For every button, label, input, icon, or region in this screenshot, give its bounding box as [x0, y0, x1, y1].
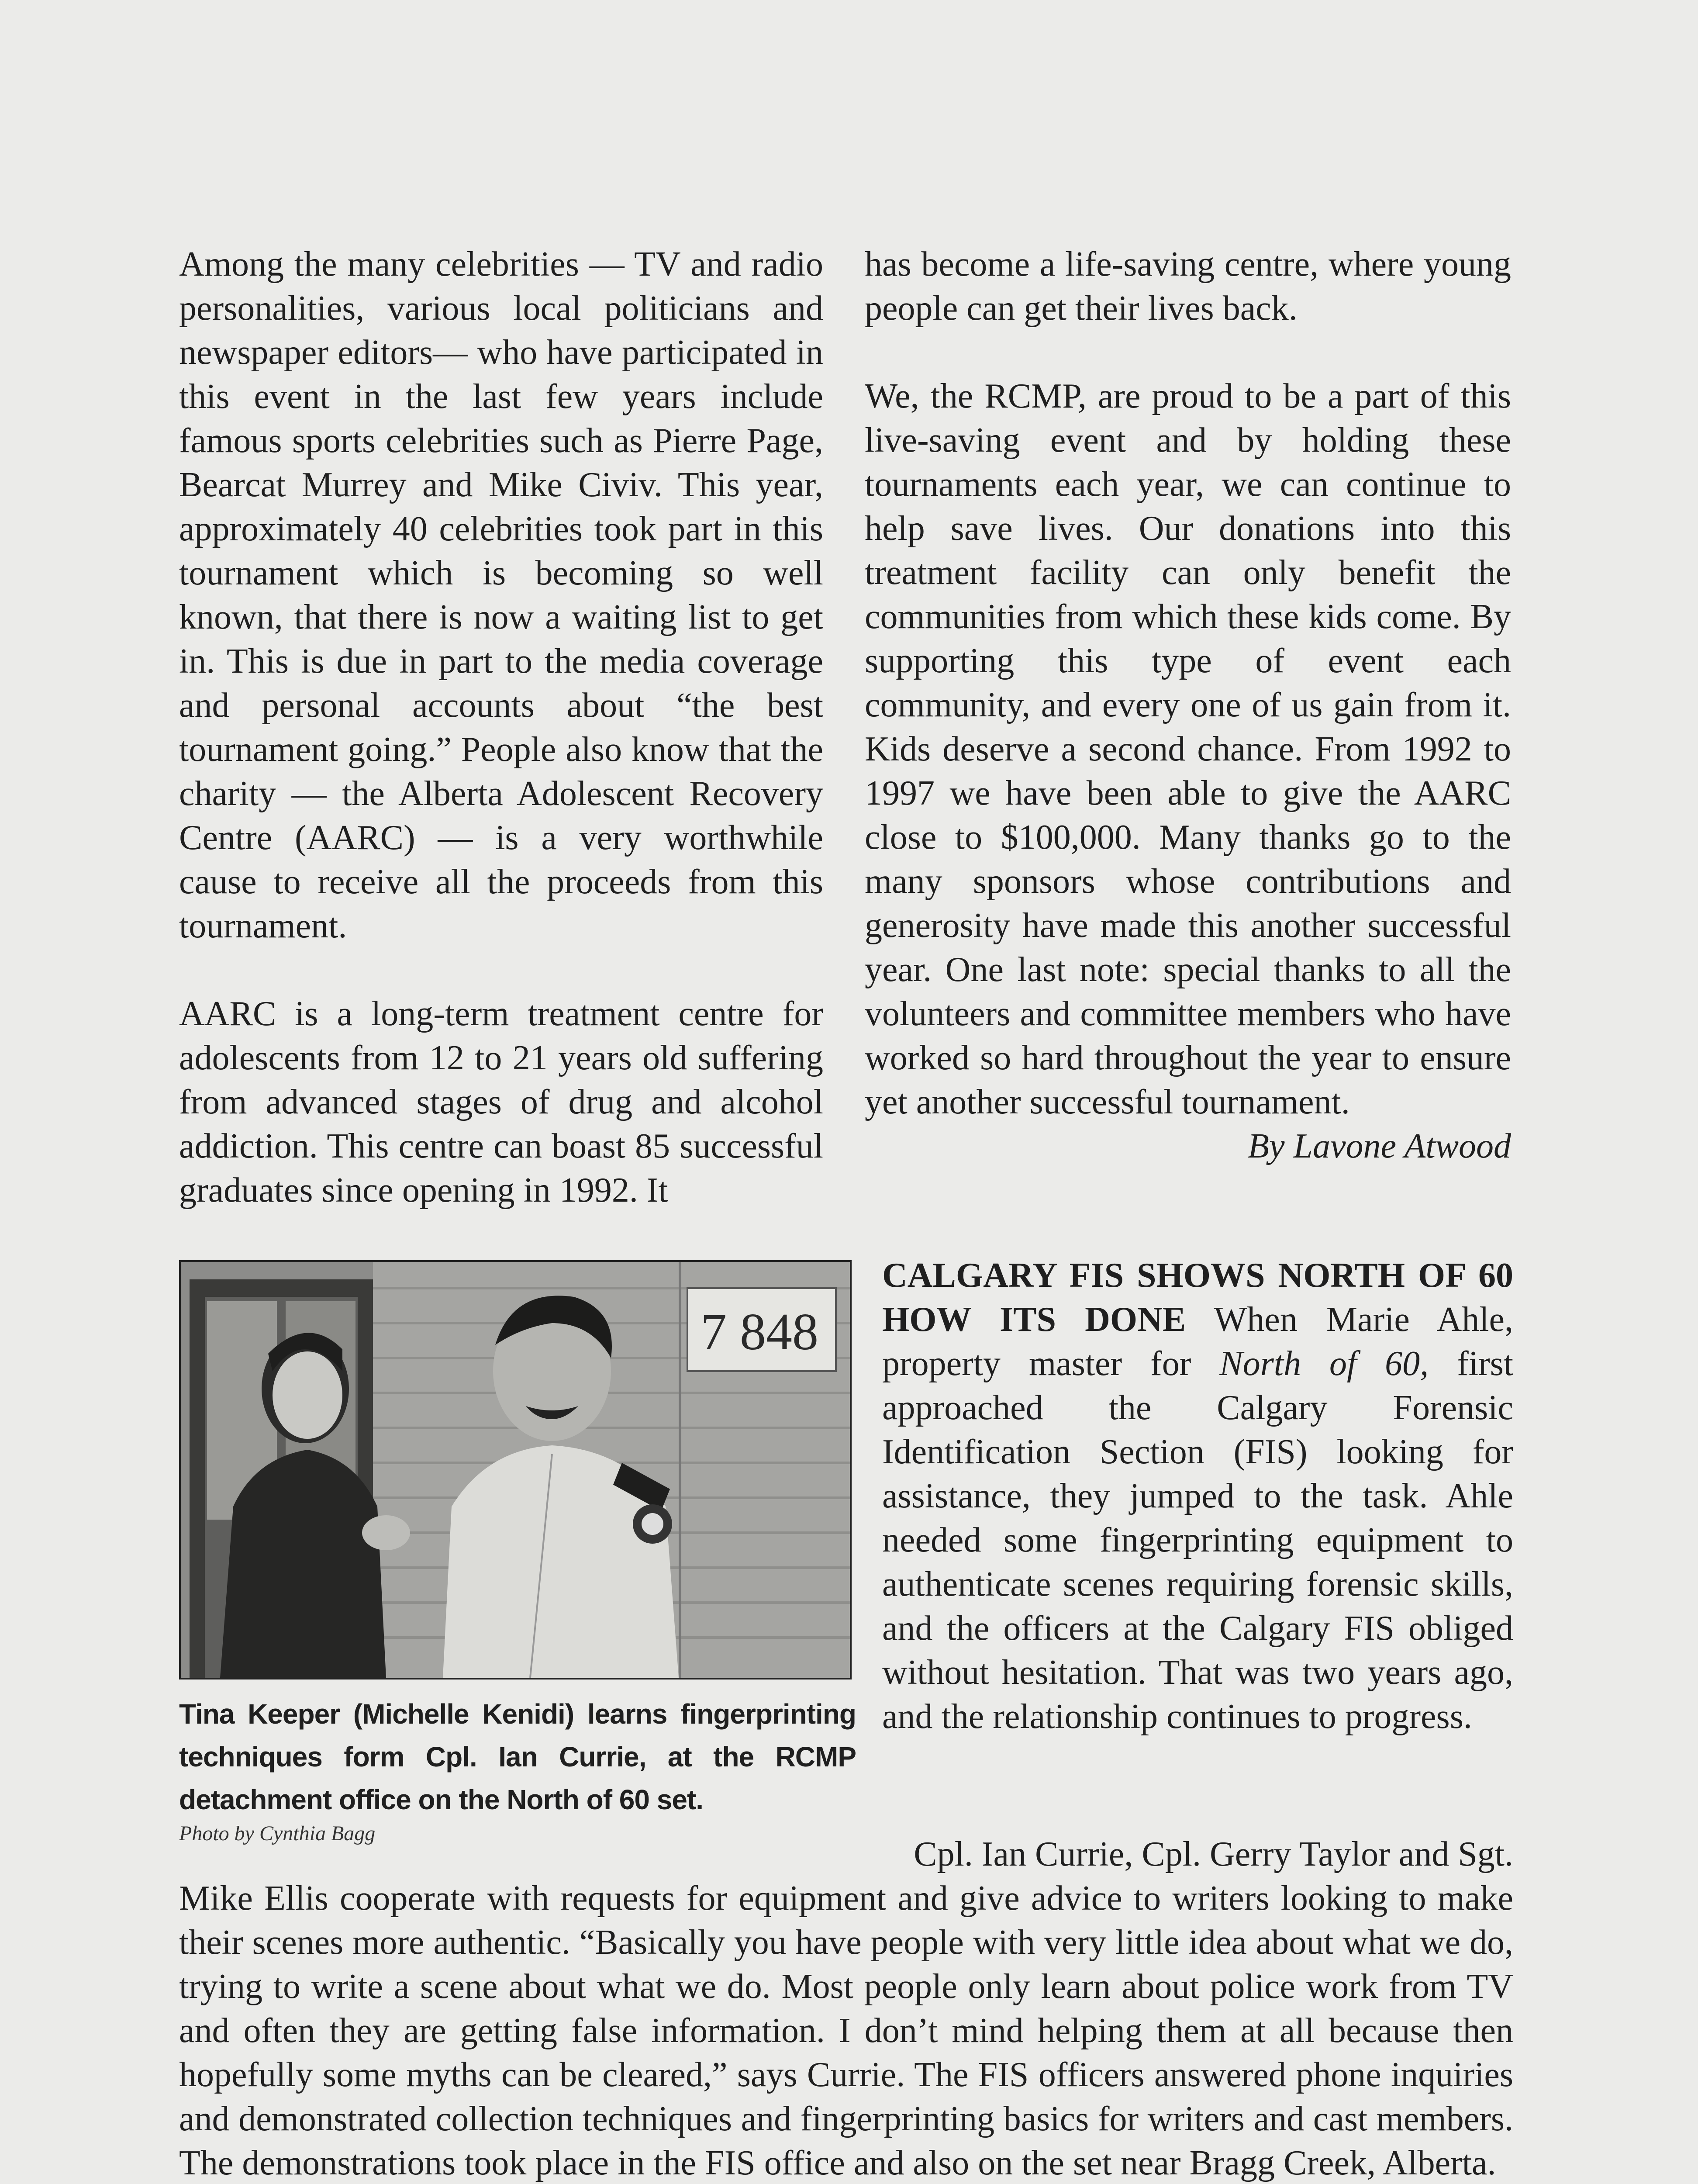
paragraph: Among the many celebrities — TV and radio personalities, various local politicians and newspaper editors— who have participated in this event in the last few years include famous sports celebrities such as Pierre Page, Bearcat Murrey and Mike Civiv. This year, approximately 40 celebrities took part in this tournament which is becoming so well known, that there is now a waiting list to get in. This is due in part to the media coverage and personal accounts about “the best tournament going.” People also know that the charity — the Alberta Adolescent Recovery Centre (AARC) — is a very worthwhile cause to receive all the proceeds from this tournament.	[179, 245, 823, 945]
story-text: When Marie Ahle, property master for	[882, 1300, 1513, 1383]
byline: By Lavone Atwood	[1248, 1127, 1511, 1165]
story-headline: CALGARY FIS SHOWS NORTH OF 60 HOW ITS DONE	[882, 1256, 1513, 1339]
paragraph	[179, 1832, 1513, 2184]
paragraph: has become a life-saving centre, where young people can get their lives back.	[865, 245, 1511, 328]
paragraph	[865, 374, 1511, 1168]
story-lead-paragraph	[882, 1254, 1513, 1739]
story-column	[882, 1254, 1513, 1739]
paragraph-text: Mike Ellis cooperate with requests for equipment and give advice to writers looking to make their scenes more authentic. “Basically you have people with very little idea about what we do, trying to write a scene about what we do. Most people only learn about police work from TV and often they are getting false information. I don’t mind helping them at all because then hopefully some myths can be cleared,” says Currie. The FIS officers answered phone inquiries and demonstrated collection techniques and fingerprinting basics for writers and cast members. The demonstrations took place in the FIS office and also on the set near Bragg Creek, Alberta.	[179, 1879, 1513, 2182]
address-sign: 7 848	[701, 1303, 818, 1361]
left-column	[179, 242, 823, 1213]
full-width-text	[179, 1832, 1513, 2184]
paragraph-lead-line: Cpl. Ian Currie, Cpl. Gerry Taylor and Sgt.	[914, 1835, 1513, 1873]
news-photo	[179, 1260, 852, 1679]
photo-illustration	[181, 1262, 850, 1678]
story-text: first approached the Calgary Forensic Identification Section (FIS) looking for assistance, they jumped to the task. Ahle needed some fingerprinting equipment to authenticate scenes requiring forensic skills, and the officers at the Calgary FIS obliged without hesitation. That was two years ago, and the relationship continues to progress.	[882, 1344, 1513, 1736]
paragraph: AARC is a long-term treatment centre for adolescents from 12 to 21 years old suffering from advanced stages of drug and alcohol addiction. This centre can boast 85 successful graduates since opening in 1992. It	[179, 995, 823, 1209]
show-title: North of 60,	[1219, 1344, 1429, 1383]
photo-credit: Photo by Cynthia Bagg	[179, 1822, 376, 1845]
photo-caption: Tina Keeper (Michelle Kenidi) learns fingerprinting techniques form Cpl. Ian Currie, at the RCMP detachment office on the North of 60 set.	[179, 1698, 856, 1815]
right-column	[865, 242, 1511, 1168]
paragraph-text: We, the RCMP, are proud to be a part of this live-saving event and by holding these tournaments each year, we can continue to help save lives. Our donations into this treatment facility can only benefit the communities from which these kids come. By supporting this type of event each community, and every one of us gain from it. Kids deserve a second chance. From 1992 to 1997 we have been able to give the AARC close to $100,000. Many thanks go to the many sponsors whose contributions and generosity have made this another successful year. One last note: special thanks to all the volunteers and committee members who have worked so hard throughout the year to ensure yet another successful tournament.	[865, 377, 1511, 1121]
